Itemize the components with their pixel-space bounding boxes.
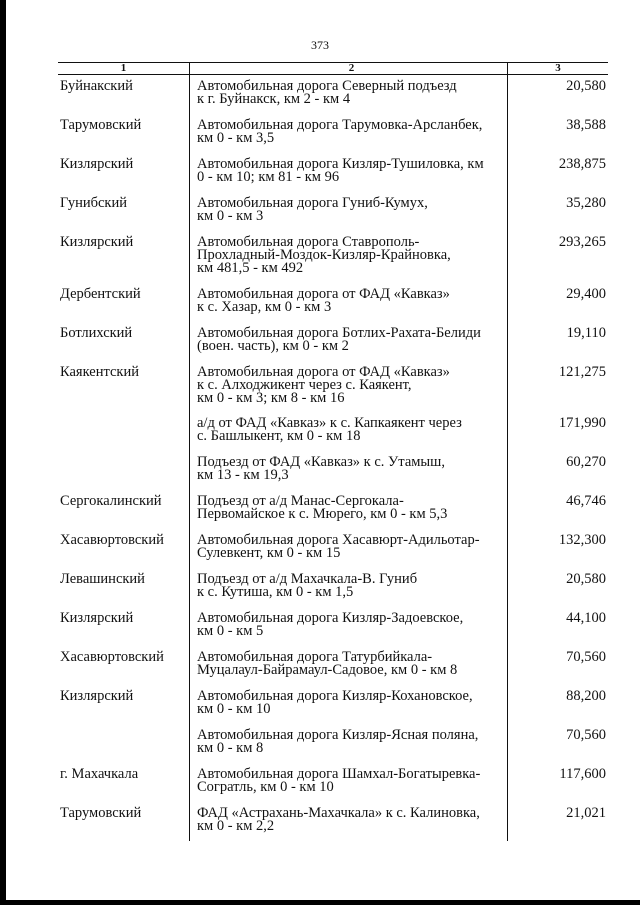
length-cell: 238,875: [558, 156, 606, 172]
length-cell: 171,990: [558, 415, 606, 431]
table-row: [58, 197, 608, 223]
district-cell: Буйнакский: [60, 78, 133, 94]
length-cell: 121,275: [558, 364, 606, 380]
scan-bottom-edge: [0, 900, 640, 905]
length-cell: 35,280: [566, 195, 606, 211]
table-row: [58, 534, 608, 560]
district-cell: Кизлярский: [60, 156, 134, 172]
district-cell: Кизлярский: [60, 234, 134, 250]
road-cell: Автомобильная дорога Кизляр-Кохановское, км 0 - км 10: [197, 688, 473, 718]
road-cell: Автомобильная дорога Кизляр-Тушиловка, км 0 - км 10; км 81 - км 96: [197, 156, 484, 186]
road-cell: Подъезд от а/д Манас-Сергокала- Первомайское к с. Мюрего, км 0 - км 5,3: [197, 493, 448, 523]
length-cell: 70,560: [566, 649, 606, 665]
table-header: [58, 62, 608, 75]
table-row: [58, 236, 608, 276]
length-cell: 132,300: [558, 532, 606, 548]
road-cell: Автомобильная дорога Тарумовка-Арсланбек, км 0 - км 3,5: [197, 117, 483, 147]
road-cell: Автомобильная дорога Гуниб-Кумух, км 0 - км 3: [197, 195, 428, 225]
length-cell: 46,746: [566, 493, 606, 509]
road-cell: Автомобильная дорога Татурбийкала- Муцалаул-Байрамаул-Садовое, км 0 - км 8: [197, 649, 458, 679]
district-cell: [58, 729, 189, 755]
table-row: [58, 651, 608, 677]
district-cell: Гунибский: [60, 195, 127, 211]
table-row: [58, 327, 608, 353]
table-row: [58, 366, 608, 406]
district-cell: [58, 456, 189, 482]
table-row: [58, 807, 608, 833]
district-cell: Тарумовский: [60, 117, 142, 133]
table-body: [58, 75, 608, 835]
table-row: [58, 119, 608, 145]
district-cell: Кизлярский: [60, 688, 134, 704]
road-cell: Подъезд от ФАД «Кавказ» к с. Утамыш, км 13 - км 19,3: [197, 454, 445, 484]
district-cell: Хасавюртовский: [60, 649, 164, 665]
length-cell: 21,021: [566, 805, 606, 821]
length-cell: 29,400: [566, 286, 606, 302]
table-row: [58, 417, 608, 443]
district-cell: Дербентский: [60, 286, 141, 302]
road-cell: Автомобильная дорога от ФАД «Кавказ» к с. Хазар, км 0 - км 3: [197, 286, 450, 316]
road-cell: Автомобильная дорога Хасавюрт-Адильотар- Сулевкент, км 0 - км 15: [197, 532, 480, 562]
table-row: [58, 690, 608, 716]
length-cell: 20,580: [566, 571, 606, 587]
district-cell: Каякентский: [60, 364, 139, 380]
length-cell: 38,588: [566, 117, 606, 133]
table-row: [58, 612, 608, 638]
district-cell: Тарумовский: [60, 805, 142, 821]
table-row: [58, 573, 608, 599]
road-cell: Автомобильная дорога от ФАД «Кавказ» к с. Алходжикент через с. Каякент, км 0 - км 3; км 8 - км 16: [197, 364, 450, 407]
table-row: [58, 80, 608, 106]
table-row: [58, 768, 608, 794]
length-cell: 70,560: [566, 727, 606, 743]
table-row: [58, 495, 608, 521]
length-cell: 88,200: [566, 688, 606, 704]
road-cell: Автомобильная дорога Ботлих-Рахата-Белиди (воен. часть), км 0 - км 2: [197, 325, 481, 355]
road-cell: Автомобильная дорога Кизляр-Задоевское, км 0 - км 5: [197, 610, 464, 640]
header-col-1: 1: [120, 62, 127, 74]
table-row: [58, 456, 608, 482]
road-cell: Автомобильная дорога Ставрополь- Прохладный-Моздок-Кизляр-Крайновка, км 481,5 - км 492: [197, 234, 451, 277]
roads-table: [58, 62, 608, 835]
table-row: [58, 158, 608, 184]
district-cell: Хасавюртовский: [60, 532, 164, 548]
road-cell: Автомобильная дорога Кизляр-Ясная поляна, км 0 - км 8: [197, 727, 479, 757]
district-cell: Сергокалинский: [60, 493, 162, 509]
length-cell: 44,100: [566, 610, 606, 626]
length-cell: 19,110: [566, 325, 606, 341]
road-cell: ФАД «Астрахань-Махачкала» к с. Калиновка, км 0 - км 2,2: [197, 805, 480, 835]
road-cell: Автомобильная дорога Северный подъезд к г. Буйнакск, км 2 - км 4: [197, 78, 457, 108]
district-cell: Левашинский: [60, 571, 145, 587]
table-row: [58, 288, 608, 314]
road-cell: Автомобильная дорога Шамхал-Богатыревка- Согратль, км 0 - км 10: [197, 766, 481, 796]
road-cell: а/д от ФАД «Кавказ» к с. Капкаякент через с. Башлыкент, км 0 - км 18: [197, 415, 462, 445]
length-cell: 117,600: [559, 766, 606, 782]
page-number: 373: [311, 38, 329, 52]
district-cell: [58, 417, 189, 443]
length-cell: 60,270: [566, 454, 606, 470]
district-cell: Кизлярский: [60, 610, 134, 626]
table-row: [58, 729, 608, 755]
header-col-3: 3: [507, 63, 608, 74]
scan-left-edge: [0, 0, 6, 905]
district-cell: Ботлихский: [60, 325, 133, 341]
length-cell: 20,580: [566, 78, 606, 94]
header-col-2: 2: [189, 63, 507, 74]
road-cell: Подъезд от а/д Махачкала-В. Гуниб к с. Кутиша, км 0 - км 1,5: [197, 571, 418, 601]
district-cell: г. Махачкала: [60, 766, 139, 782]
length-cell: 293,265: [558, 234, 606, 250]
